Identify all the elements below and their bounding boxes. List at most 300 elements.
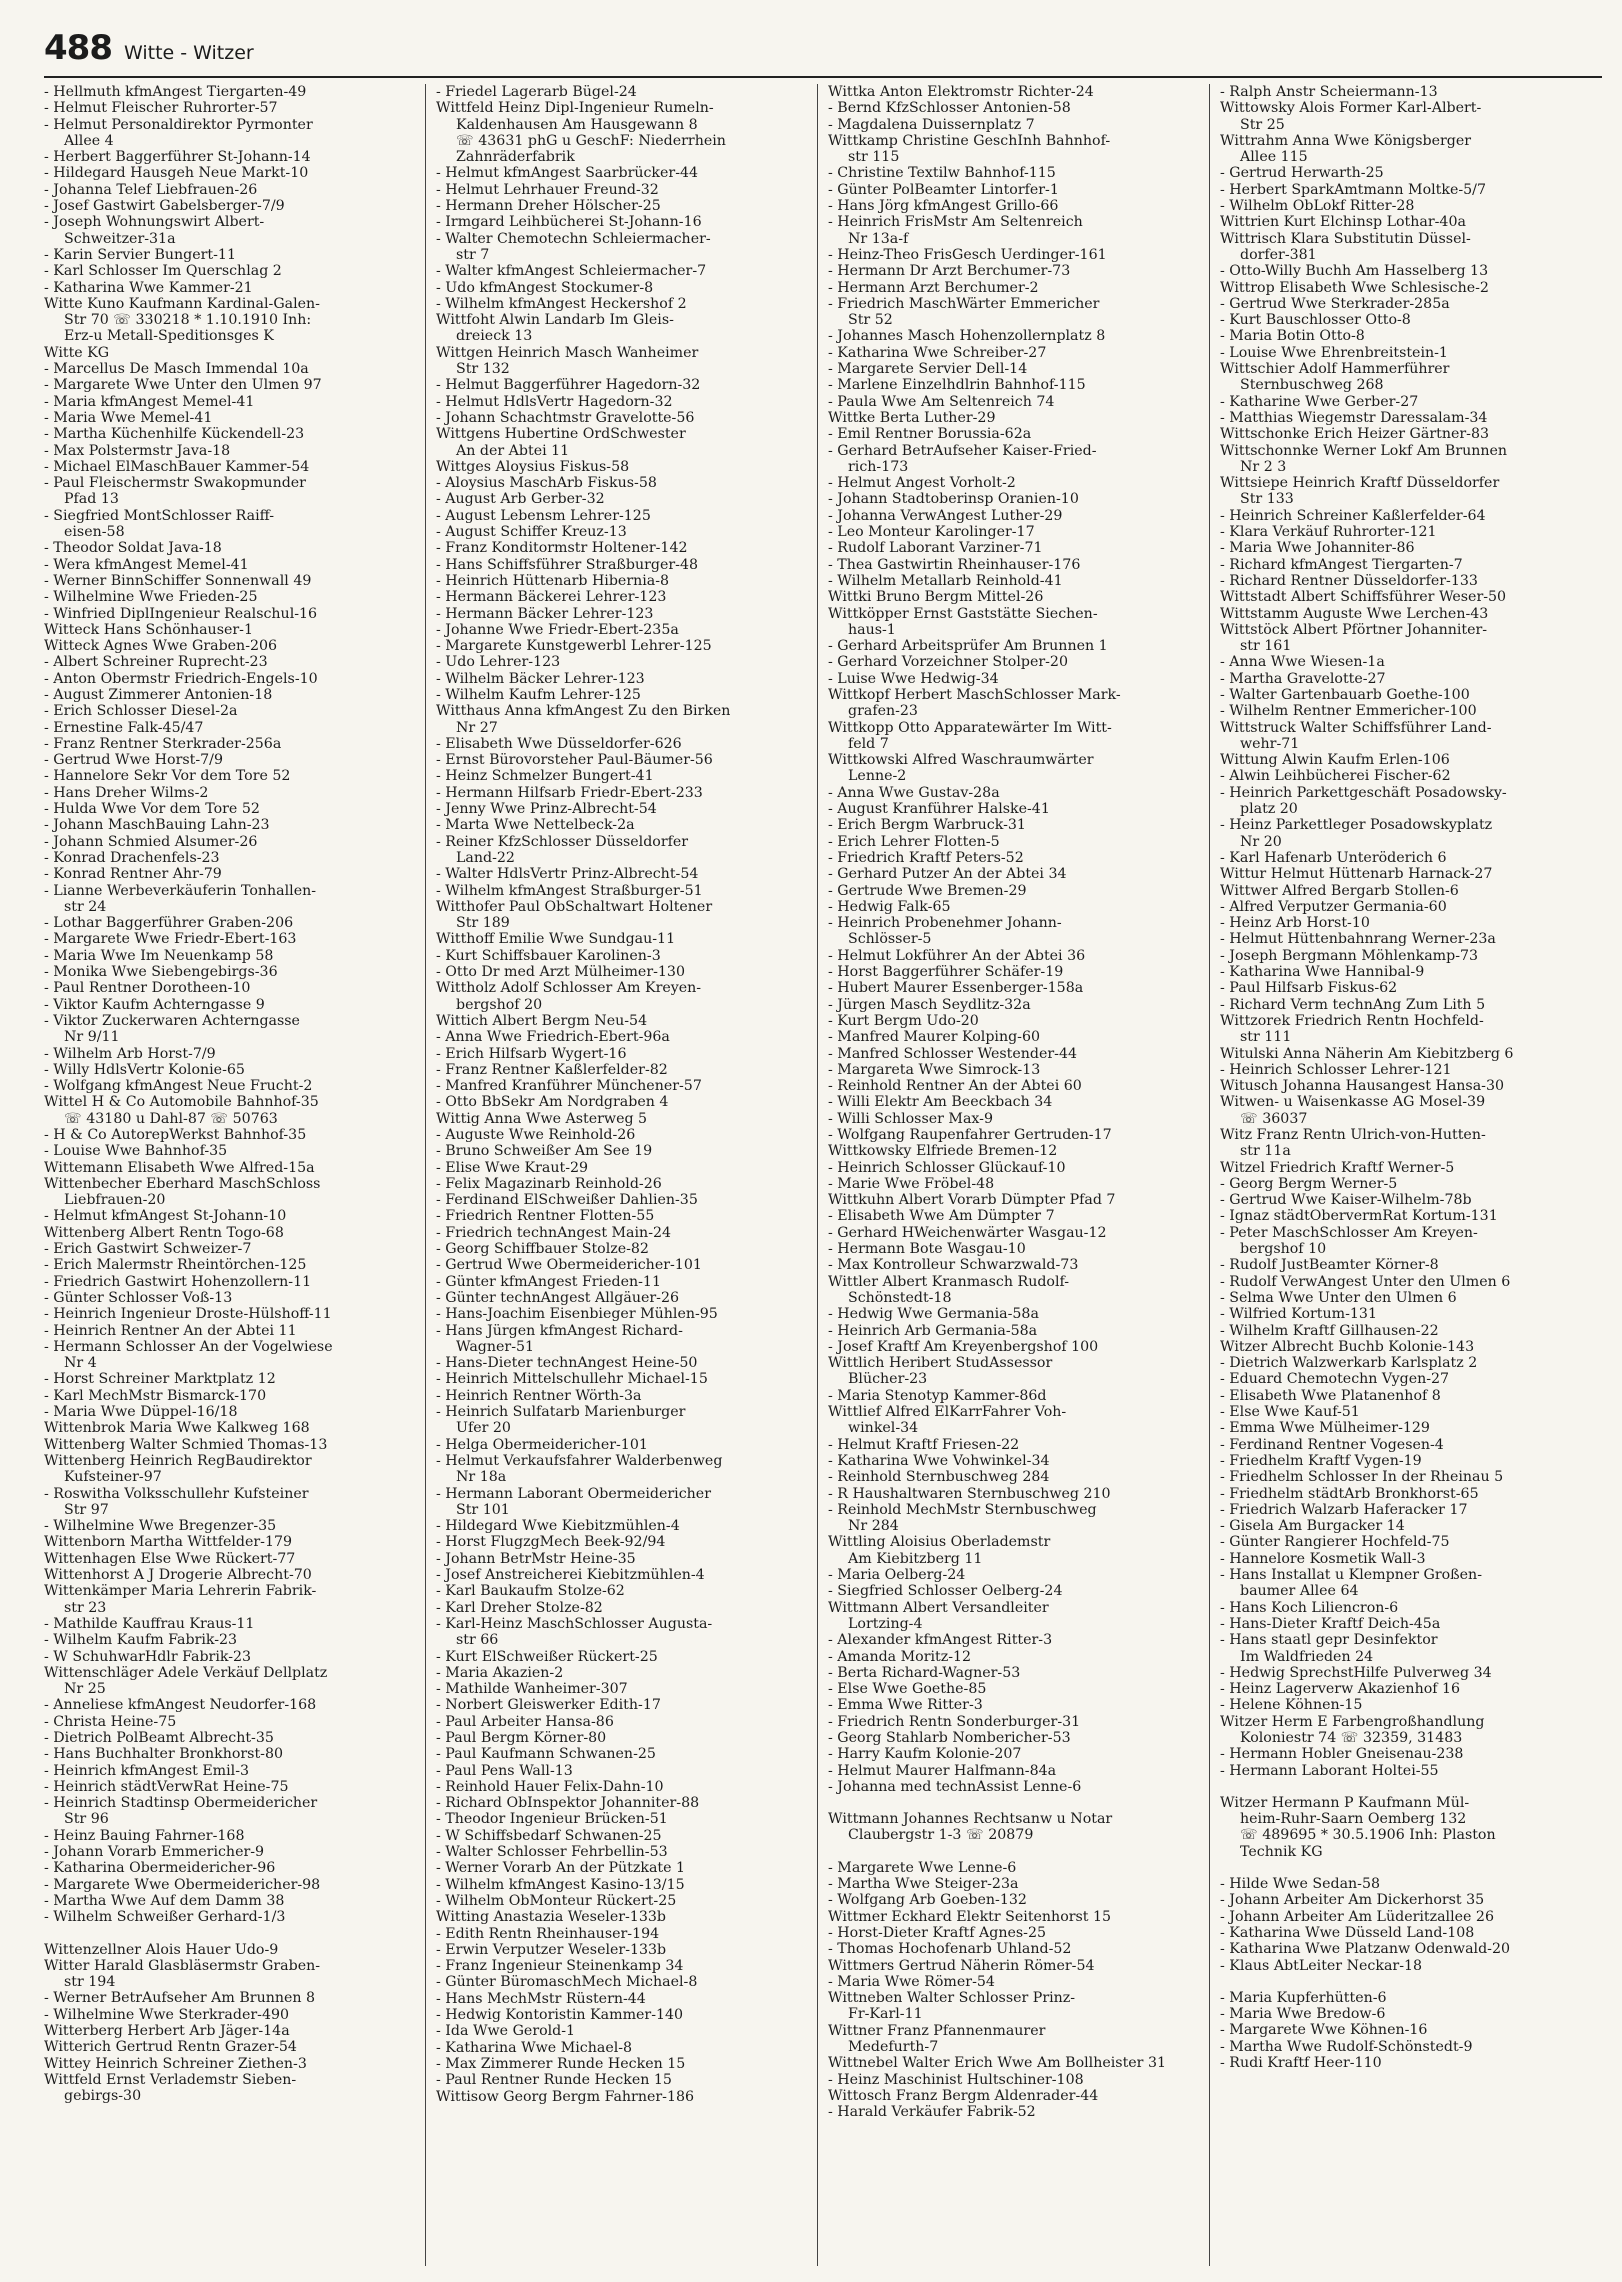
directory-entry-line: - Helmut Verkaufsfahrer Walderbenweg bbox=[436, 1452, 723, 1469]
directory-entry-line: Witte Kuno Kaufmann Kardinal-Galen- bbox=[44, 295, 320, 312]
directory-entry-line: - Heinz Lagerverw Akazienhof 16 bbox=[1220, 1681, 1461, 1698]
directory-entry-line: str 7 bbox=[456, 246, 490, 263]
directory-entry-line: - Georg Schiffbauer Stolze-82 bbox=[436, 1241, 649, 1258]
directory-entry-line: - Richard ObInspektor Johanniter-88 bbox=[436, 1795, 700, 1812]
directory-entry-line: - Günter Schlosser Voß-13 bbox=[44, 1289, 233, 1306]
directory-entry-line: - Berta Richard-Wagner-53 bbox=[828, 1664, 1021, 1681]
directory-entry-line: - Margarete Wwe Obermeidericher-98 bbox=[44, 1876, 321, 1893]
directory-entry-line: - Karl Baukaufm Stolze-62 bbox=[436, 1583, 625, 1600]
directory-entry-line: - Heinrich Rentner An der Abtei 11 bbox=[44, 1322, 297, 1339]
directory-entry-line: - Margarete Kunstgewerbl Lehrer-125 bbox=[436, 638, 712, 655]
directory-entry-line: - Josef Gastwirt Gabelsberger-7/9 bbox=[44, 198, 285, 215]
directory-entry-line: - Helmut kfmAngest St-Johann-10 bbox=[44, 1208, 287, 1225]
directory-entry-line: - Marta Wwe Nettelbeck-2a bbox=[436, 817, 635, 834]
directory-entry-line: Wittkowsky Elfriede Bremen-12 bbox=[828, 1143, 1058, 1160]
directory-entry-line: - Richard kfmAngest Tiergarten-7 bbox=[1220, 556, 1463, 573]
directory-entry-line: Wittenschläger Adele Verkäuf Dellplatz bbox=[44, 1664, 328, 1681]
directory-entry-line: Wittosch Franz Bergm Aldenrader-44 bbox=[828, 2087, 1099, 2104]
directory-entry-line: Str 132 bbox=[456, 361, 510, 378]
directory-entry-line: - Siegfried MontSchlosser Raiff- bbox=[44, 507, 275, 524]
directory-entry-line: - Walter Chemotechn Schleiermacher- bbox=[436, 230, 711, 247]
directory-entry-line: - Richard Rentner Düsseldorfer-133 bbox=[1220, 572, 1478, 589]
directory-entry-line: - Hellmuth kfmAngest Tiergarten-49 bbox=[44, 84, 307, 100]
directory-entry-line: str 115 bbox=[848, 149, 900, 166]
directory-entry-line: - Jürgen Masch Seydlitz-32a bbox=[828, 996, 1031, 1013]
directory-entry-line: Wittich Albert Bergm Neu-54 bbox=[436, 1012, 648, 1029]
directory-entry-line: - Anna Wwe Gustav-28a bbox=[828, 784, 1000, 801]
directory-entry-line: - Walter kfmAngest Schleiermacher-7 bbox=[436, 263, 707, 280]
directory-entry-line: - Karl Dreher Stolze-82 bbox=[436, 1599, 603, 1616]
directory-entry-line: Str 101 bbox=[456, 1501, 510, 1518]
directory-entry-line: - Wolfgang Raupenfahrer Gertruden-17 bbox=[828, 1127, 1112, 1143]
directory-entry-line: - Else Wwe Kauf-51 bbox=[1220, 1404, 1360, 1421]
directory-entry-line: Witzer Albrecht Buchb Kolonie-143 bbox=[1220, 1338, 1475, 1355]
directory-entry-line: eisen-58 bbox=[64, 524, 125, 541]
directory-entry-line: - Magdalena Duissernplatz 7 bbox=[828, 116, 1035, 133]
directory-entry-line: - Wilhelmine Wwe Sterkrader-490 bbox=[44, 2006, 290, 2023]
directory-entry-line: - Lothar Baggerführer Graben-206 bbox=[44, 915, 294, 932]
directory-entry-line: heim-Ruhr-Saarn Oemberg 132 bbox=[1240, 1811, 1467, 1828]
directory-entry-line: Nr 284 bbox=[848, 1518, 899, 1535]
directory-entry-line: - H & Co AutorepWerkst Bahnhof-35 bbox=[44, 1127, 307, 1143]
directory-entry-line: - Anneliese kfmAngest Neudorfer-168 bbox=[44, 1697, 317, 1714]
directory-entry-line: Wittsiepe Heinrich Kraftf Düsseldorfer bbox=[1220, 475, 1500, 492]
directory-entry-line: - Albert Schreiner Ruprecht-23 bbox=[44, 654, 268, 671]
directory-entry-line: - Heinz-Theo FrisGesch Uerdinger-161 bbox=[828, 246, 1107, 263]
directory-entry-line: - Otto Dr med Arzt Mülheimer-130 bbox=[436, 964, 685, 981]
directory-entry-line: - Karl-Heinz MaschSchlosser Augusta- bbox=[436, 1615, 713, 1632]
directory-entry-line: Str 133 bbox=[1240, 491, 1294, 508]
directory-entry-line: Wittler Albert Kranmasch Rudolf- bbox=[828, 1273, 1070, 1290]
name-range: Witte - Witzer bbox=[123, 42, 254, 64]
directory-entry-line: str 111 bbox=[1240, 1029, 1292, 1046]
directory-entry-line: - Josef Kraftf Am Kreyenbergshof 100 bbox=[828, 1338, 1099, 1355]
directory-entry-line: - Günter Rangierer Hochfeld-75 bbox=[1220, 1534, 1450, 1551]
directory-entry-line: - Erich Lehrer Flotten-5 bbox=[828, 833, 1000, 850]
directory-entry-line: - Hermann Dreher Hölscher-25 bbox=[436, 198, 661, 215]
directory-entry-line: - Helmut Maurer Halfmann-84a bbox=[828, 1762, 1057, 1779]
directory-entry-line: - Karin Servier Bungert-11 bbox=[44, 246, 236, 263]
directory-entry-line: Wittfeld Heinz Dipl-Ingenieur Rumeln- bbox=[436, 100, 714, 117]
directory-entry-line: Witting Anastazia Weseler-133b bbox=[436, 1909, 666, 1926]
directory-entry-line: Land-22 bbox=[456, 849, 515, 866]
directory-entry-line: - Erich Gastwirt Schweizer-7 bbox=[44, 1241, 252, 1258]
directory-entry-line: - Paula Wwe Am Seltenreich 74 bbox=[828, 393, 1055, 410]
directory-entry-line: - Friedhelm Kraftf Vygen-19 bbox=[1220, 1452, 1422, 1469]
directory-entry-line: - Johann Vorarb Emmericher-9 bbox=[44, 1844, 265, 1861]
directory-entry-line: - Wilhelm kfmAngest Heckershof 2 bbox=[436, 295, 687, 312]
directory-entry-line: - Horst-Dieter Kraftf Agnes-25 bbox=[828, 1924, 1047, 1941]
directory-entry-line: - Wilhelm Arb Horst-7/9 bbox=[44, 1045, 216, 1062]
directory-entry-line: - Heinrich Stadtinsp Obermeidericher bbox=[44, 1795, 318, 1812]
directory-entry-line: - Paul Kaufmann Schwanen-25 bbox=[436, 1746, 656, 1763]
spacer bbox=[828, 1795, 1201, 1811]
directory-entry-line: Wittki Bruno Bergm Mittel-26 bbox=[828, 589, 1044, 606]
directory-entry-line: - Wolfgang Arb Goeben-132 bbox=[828, 1892, 1027, 1909]
directory-entry-line: - Hans Schiffsführer Straßburger-48 bbox=[436, 556, 699, 573]
directory-entry-line: - Alexander kfmAngest Ritter-3 bbox=[828, 1632, 1053, 1649]
directory-entry-line: dorfer-381 bbox=[1240, 246, 1317, 263]
directory-entry-line: - Ernestine Falk-45/47 bbox=[44, 719, 204, 736]
directory-entry-line: - Günter kfmAngest Frieden-11 bbox=[436, 1273, 661, 1290]
directory-entry-line: - Monika Wwe Siebengebirgs-36 bbox=[44, 964, 278, 981]
directory-entry-line: - Harry Kaufm Kolonie-207 bbox=[828, 1746, 1022, 1763]
directory-entry-line: Wittkowski Alfred Waschraumwärter bbox=[828, 752, 1094, 769]
directory-entry-line: - Hermann Bäckerei Lehrer-123 bbox=[436, 589, 667, 606]
directory-entry-line: - Katharina Wwe Platzanw Odenwald-20 bbox=[1220, 1941, 1510, 1958]
directory-entry-line: - Louise Wwe Bahnhof-35 bbox=[44, 1143, 228, 1160]
directory-entry-line: - Hedwig Falk-65 bbox=[828, 898, 951, 915]
directory-entry-line: Schönstedt-18 bbox=[848, 1289, 952, 1306]
directory-entry-line: - Anna Wwe Wiesen-1a bbox=[1220, 654, 1385, 671]
column-3 bbox=[828, 84, 1210, 2266]
directory-entry-line: Lenne-2 bbox=[848, 768, 907, 785]
directory-entry-line: Wittrien Kurt Elchinsp Lothar-40a bbox=[1220, 214, 1466, 231]
directory-entry-line: - Walter HdlsVertr Prinz-Albrecht-54 bbox=[436, 866, 699, 883]
directory-entry-line: - Alwin Leihbücherei Fischer-62 bbox=[1220, 768, 1451, 785]
directory-entry-line: - R Haushaltwaren Sternbuschweg 210 bbox=[828, 1485, 1111, 1502]
directory-entry-line: Witteck Agnes Wwe Graben-206 bbox=[44, 638, 278, 655]
directory-entry-line: - Heinrich Schlosser Glückauf-10 bbox=[828, 1159, 1066, 1176]
directory-entry-line: - Elisabeth Wwe Am Dümpter 7 bbox=[828, 1208, 1055, 1225]
directory-entry-line: - Hans Dreher Wilms-2 bbox=[44, 784, 209, 801]
page-header bbox=[44, 28, 1594, 68]
directory-entry-line: - Alfred Verputzer Germania-60 bbox=[1220, 898, 1447, 915]
directory-entry-line: Wittstamm Auguste Wwe Lerchen-43 bbox=[1220, 605, 1489, 622]
column-4 bbox=[1220, 84, 1602, 2266]
directory-entry-line: - August Lebensm Lehrer-125 bbox=[436, 507, 651, 524]
directory-entry-line: - Erich Malermstr Rheintörchen-125 bbox=[44, 1257, 307, 1274]
directory-entry-line: - Klaus AbtLeiter Neckar-18 bbox=[1220, 1957, 1423, 1974]
directory-entry-line: - Paul Arbeiter Hansa-86 bbox=[436, 1713, 614, 1730]
directory-entry-line: Witterich Gertrud Rentn Grazer-54 bbox=[44, 2039, 297, 2056]
directory-entry-line: - Friedrich Gastwirt Hohenzollern-11 bbox=[44, 1273, 312, 1290]
directory-entry-line: - Josef Anstreicherei Kiebitzmühlen-4 bbox=[436, 1567, 705, 1584]
directory-entry-line: Wittenhagen Else Wwe Rückert-77 bbox=[44, 1550, 296, 1567]
directory-entry-line: Wittenzellner Alois Hauer Udo-9 bbox=[44, 1941, 279, 1958]
directory-entry-line: - Marie Wwe Fröbel-48 bbox=[828, 1175, 995, 1192]
directory-entry-line: Wagner-51 bbox=[456, 1338, 535, 1355]
directory-entry-line: - Reinhold MechMstr Sternbuschweg bbox=[828, 1501, 1097, 1518]
directory-entry-line: Pfad 13 bbox=[64, 491, 119, 508]
directory-entry-line: - Dietrich Walzwerkarb Karlsplatz 2 bbox=[1220, 1355, 1478, 1372]
directory-entry-line: - Willy HdlsVertr Kolonie-65 bbox=[44, 1061, 245, 1078]
directory-entry-line: - Johann MaschBauing Lahn-23 bbox=[44, 817, 270, 834]
directory-entry-line: - Georg Stahlarb Nombericher-53 bbox=[828, 1729, 1071, 1746]
directory-entry-line: - W SchuhwarHdlr Fabrik-23 bbox=[44, 1648, 252, 1665]
directory-entry-line: Nr 20 bbox=[1240, 833, 1282, 850]
directory-entry-line: - Joseph Wohnungswirt Albert- bbox=[44, 214, 265, 231]
directory-entry-line: - Hildegard Hausgeh Neue Markt-10 bbox=[44, 165, 309, 182]
directory-entry-line: - Gertrud Wwe Obermeidericher-101 bbox=[436, 1257, 702, 1274]
directory-entry-line: - Friedrich MaschWärter Emmericher bbox=[828, 295, 1100, 312]
directory-entry-line: - Gerhard BetrAufseher Kaiser-Fried- bbox=[828, 442, 1097, 459]
directory-entry-line: - Ignaz städtObervermRat Kortum-131 bbox=[1220, 1208, 1498, 1225]
directory-entry-line: - Helene Köhnen-15 bbox=[1220, 1697, 1363, 1714]
directory-entry-line: - Johanna med technAssist Lenne-6 bbox=[828, 1778, 1082, 1795]
directory-entry-line: - Willi Elektr Am Beeckbach 34 bbox=[828, 1094, 1053, 1111]
directory-entry-line: Wittfeld Ernst Verlademstr Sieben- bbox=[44, 2071, 297, 2088]
directory-entry-line: - Wilhelmine Wwe Bregenzer-35 bbox=[44, 1518, 277, 1535]
directory-entry-line: - Martha Wwe Steiger-23a bbox=[828, 1876, 1019, 1893]
directory-entry-line: Wittmer Eckhard Elektr Seitenhorst 15 bbox=[828, 1908, 1112, 1925]
directory-entry-line: - Paul Bergm Körner-80 bbox=[436, 1729, 607, 1746]
directory-entry-line: - Mathilde Kauffrau Kraus-11 bbox=[44, 1615, 255, 1632]
directory-entry-line: ☏ 43631 phG u GeschF: Niederrhein bbox=[456, 132, 726, 149]
directory-entry-line: Witusch Johanna Hausangest Hansa-30 bbox=[1220, 1078, 1505, 1095]
directory-entry-line: Witteck Hans Schönhauser-1 bbox=[44, 621, 253, 638]
directory-entry-line: Wittung Alwin Kaufm Erlen-106 bbox=[1220, 752, 1450, 769]
directory-entry-line: - Martha Gravelotte-27 bbox=[1220, 670, 1386, 687]
directory-entry-line: - Werner BetrAufseher Am Brunnen 8 bbox=[44, 1990, 316, 2007]
directory-entry-line: - Theodor Ingenieur Brücken-51 bbox=[436, 1811, 668, 1828]
directory-entry-line: - Günter BüromaschMech Michael-8 bbox=[436, 1974, 698, 1991]
directory-entry-line: - Kurt Bauschlosser Otto-8 bbox=[1220, 312, 1411, 329]
directory-entry-line: - Gertrud Wwe Sterkrader-285a bbox=[1220, 295, 1450, 312]
directory-entry-line: Wittrisch Klara Substitutin Düssel- bbox=[1220, 230, 1471, 247]
directory-entry-line: Wittköpper Ernst Gaststätte Siechen- bbox=[828, 605, 1098, 622]
directory-entry-line: - Reinhold Sternbuschweg 284 bbox=[828, 1469, 1050, 1486]
directory-entry-line: - Irmgard Leihbücherei St-Johann-16 bbox=[436, 214, 702, 231]
directory-entry-line: - Gertrud Herwarth-25 bbox=[1220, 165, 1384, 182]
directory-entry-line: Wittenbrok Maria Wwe Kalkweg 168 bbox=[44, 1420, 310, 1437]
directory-entry-line: - Reinhold Rentner An der Abtei 60 bbox=[828, 1078, 1082, 1095]
directory-entry-line: - Klara Verkäuf Ruhrorter-121 bbox=[1220, 524, 1437, 541]
directory-entry-line: - Hans staatl gepr Desinfektor bbox=[1220, 1632, 1438, 1649]
directory-entry-line: Str 70 ☏ 330218 * 1.10.1910 Inh: bbox=[64, 312, 312, 329]
directory-entry-line: - Karl Schlosser Im Querschlag 2 bbox=[44, 263, 282, 280]
directory-entry-line: rich-173 bbox=[848, 458, 909, 475]
directory-entry-line: - Roswitha Volksschullehr Kufsteiner bbox=[44, 1485, 309, 1502]
directory-entry-line: - Katharine Wwe Gerber-27 bbox=[1220, 393, 1419, 410]
directory-entry-line: - Gerhard Vorzeichner Stolper-20 bbox=[828, 654, 1068, 671]
directory-entry-line: Wittholz Adolf Schlosser Am Kreyen- bbox=[436, 980, 702, 997]
directory-entry-line: - Helmut Lokführer An der Abtei 36 bbox=[828, 947, 1086, 964]
directory-entry-line: Witterberg Herbert Arb Jäger-14a bbox=[44, 2023, 290, 2040]
directory-entry-line: Liebfrauen-20 bbox=[64, 1192, 166, 1209]
directory-entry-line: - Heinrich Schreiner Kaßlerfelder-64 bbox=[1220, 507, 1486, 524]
directory-entry-line: - Hermann Laborant Obermeidericher bbox=[436, 1485, 711, 1502]
directory-entry-line: str 161 bbox=[1240, 638, 1292, 655]
directory-entry-line: - Franz Rentner Sterkrader-256a bbox=[44, 735, 282, 752]
directory-entry-line: ☏ 43180 u Dahl-87 ☏ 50763 bbox=[64, 1110, 278, 1127]
spacer bbox=[1220, 1779, 1594, 1795]
directory-entry-line: - Friedrich technAngest Main-24 bbox=[436, 1224, 672, 1241]
directory-entry-line: - Heinz Schmelzer Bungert-41 bbox=[436, 768, 654, 785]
directory-entry-line: - Felix Magazinarb Reinhold-26 bbox=[436, 1175, 662, 1192]
directory-entry-line: - Eduard Chemotechn Vygen-27 bbox=[1220, 1371, 1450, 1388]
directory-entry-line: - Rudolf Laborant Varziner-71 bbox=[828, 540, 1043, 557]
directory-entry-line: - Peter MaschSchlosser Am Kreyen- bbox=[1220, 1224, 1478, 1241]
directory-entry-line: - Christine Textilw Bahnhof-115 bbox=[828, 165, 1056, 182]
directory-entry-line: - Gerhard HWeichenwärter Wasgau-12 bbox=[828, 1224, 1107, 1241]
directory-entry-line: - Erich Bergm Warbruck-31 bbox=[828, 817, 1026, 834]
directory-entry-line: - Friedel Lagerarb Bügel-24 bbox=[436, 84, 637, 100]
directory-entry-line: - Johann Schmied Alsumer-26 bbox=[44, 833, 258, 850]
directory-entry-line: Wittlief Alfred ElKarrFahrer Voh- bbox=[828, 1404, 1067, 1421]
directory-entry-line: Wittner Franz Pfannenmaurer bbox=[828, 2022, 1046, 2039]
directory-entry-line: - Maria Wwe Römer-54 bbox=[828, 1973, 995, 1990]
directory-entry-line: Str 189 bbox=[456, 915, 510, 932]
directory-entry-line: Wittstöck Albert Pförtner Johanniter- bbox=[1220, 621, 1488, 638]
spacer bbox=[828, 1844, 1201, 1860]
directory-entry-line: - Heinrich Parkettgeschäft Posadowsky- bbox=[1220, 784, 1507, 801]
directory-entry-line: Witzer Hermann P Kaufmann Mül- bbox=[1220, 1794, 1470, 1811]
directory-entry-line: - Hermann Hobler Gneisenau-238 bbox=[1220, 1746, 1464, 1763]
directory-entry-line: - Erich Hilfsarb Wygert-16 bbox=[436, 1045, 627, 1062]
directory-entry-line: - Franz Ingenieur Steinenkamp 34 bbox=[436, 1958, 684, 1975]
directory-entry-line: - Bernd KfzSchlosser Antonien-58 bbox=[828, 100, 1071, 117]
spacer bbox=[1220, 1860, 1594, 1876]
directory-entry-line: - Helmut HdlsVertr Hagedorn-32 bbox=[436, 393, 673, 410]
directory-entry-line: - Ida Wwe Gerold-1 bbox=[436, 2023, 576, 2040]
directory-entry-line: Wittenborn Martha Wittfelder-179 bbox=[44, 1534, 293, 1551]
directory-entry-line: - Willi Schlosser Max-9 bbox=[828, 1110, 993, 1127]
directory-entry-line: - Maria Akazien-2 bbox=[436, 1664, 564, 1681]
directory-entry-line: baumer Allee 64 bbox=[1240, 1583, 1359, 1600]
directory-entry-line: Wittenberg Heinrich RegBaudirektor bbox=[44, 1452, 312, 1469]
directory-entry-line: - Manfred Kranführer Münchener-57 bbox=[436, 1078, 702, 1095]
directory-entry-line: Witte KG bbox=[44, 344, 110, 361]
directory-entry-line: Sternbuschweg 268 bbox=[1240, 377, 1384, 394]
directory-entry-line: - Martha Küchenhilfe Kückendell-23 bbox=[44, 426, 305, 443]
directory-entry-line: Wittzorek Friedrich Rentn Hochfeld- bbox=[1220, 1012, 1484, 1029]
directory-entry-line: - Hermann Schlosser An der Vogelwiese bbox=[44, 1338, 333, 1355]
directory-entry-line: - Wera kfmAngest Memel-41 bbox=[44, 556, 249, 573]
directory-entry-line: - Marlene Einzelhdlrin Bahnhof-115 bbox=[828, 377, 1086, 394]
directory-entry-line: - Maria Wwe Johanniter-86 bbox=[1220, 540, 1415, 557]
directory-entry-line: - Margarete Wwe Friedr-Ebert-163 bbox=[44, 931, 297, 948]
directory-entry-line: - Selma Wwe Unter den Ulmen 6 bbox=[1220, 1289, 1457, 1306]
directory-entry-line: - Horst FlugzgMech Beek-92/94 bbox=[436, 1534, 666, 1551]
directory-entry-line: - Kurt Schiffsbauer Karolinen-3 bbox=[436, 947, 661, 964]
directory-entry-line: str 66 bbox=[456, 1632, 499, 1649]
directory-entry-line: - August Kranführer Halske-41 bbox=[828, 801, 1050, 818]
directory-entry-line: - Günter technAngest Allgäuer-26 bbox=[436, 1289, 679, 1306]
directory-entry-line: - Otto BbSekr Am Nordgraben 4 bbox=[436, 1094, 669, 1111]
directory-entry-line: - Wilfried Kortum-131 bbox=[1220, 1306, 1377, 1323]
directory-entry-line: - Hermann Laborant Holtei-55 bbox=[1220, 1762, 1439, 1779]
directory-entry-line: - Wilhelm Metallarb Reinhold-41 bbox=[828, 572, 1063, 589]
directory-entry-line: - Maria Oelberg-24 bbox=[828, 1567, 966, 1584]
directory-entry-line: - Karl Hafenarb Unteröderich 6 bbox=[1220, 849, 1447, 866]
directory-entry-line: - Margarete Servier Dell-14 bbox=[828, 361, 1028, 378]
directory-entry-line: str 11a bbox=[1240, 1143, 1291, 1160]
directory-entry-line: - Jenny Wwe Prinz-Albrecht-54 bbox=[436, 801, 657, 818]
directory-entry-line: - Thomas Hochofenarb Uhland-52 bbox=[828, 1941, 1072, 1958]
directory-entry-line: - Siegfried Schlosser Oelberg-24 bbox=[828, 1583, 1063, 1600]
directory-entry-line: - Hermann Dr Arzt Berchumer-73 bbox=[828, 263, 1071, 280]
directory-entry-line: - Udo kfmAngest Stockumer-8 bbox=[436, 279, 654, 296]
directory-entry-line: - Maria Kupferhütten-6 bbox=[1220, 1989, 1387, 2006]
directory-entry-line: ☏ 36037 bbox=[1240, 1110, 1308, 1127]
directory-entry-line: Wittmers Gertrud Näherin Römer-54 bbox=[828, 1957, 1095, 1974]
directory-entry-line: - Norbert Gleiswerker Edith-17 bbox=[436, 1697, 661, 1714]
directory-entry-line: - August Zimmerer Antonien-18 bbox=[44, 686, 273, 703]
directory-entry-line: - Margareta Wwe Simrock-13 bbox=[828, 1061, 1041, 1078]
spacer bbox=[44, 1926, 417, 1942]
directory-entry-line: Blücher-23 bbox=[848, 1371, 928, 1388]
directory-entry-line: Witthofer Paul ObSchaltwart Holtener bbox=[436, 898, 713, 915]
directory-entry-line: - Heinrich kfmAngest Emil-3 bbox=[44, 1762, 250, 1779]
directory-entry-line: Wittey Heinrich Schreiner Ziethen-3 bbox=[44, 2055, 307, 2072]
directory-entry-line: - Wilhelm Kraftf Gillhausen-22 bbox=[1220, 1322, 1439, 1339]
directory-entry-line: - Auguste Wwe Reinhold-26 bbox=[436, 1127, 636, 1143]
directory-entry-line: - Anton Obermstr Friedrich-Engels-10 bbox=[44, 670, 318, 687]
directory-entry-line: - Gerhard Arbeitsprüfer Am Brunnen 1 bbox=[828, 638, 1108, 655]
directory-entry-line: - Katharina Obermeidericher-96 bbox=[44, 1860, 276, 1877]
directory-entry-line: - Friedhelm städtArb Bronkhorst-65 bbox=[1220, 1485, 1479, 1502]
directory-entry-line: Wittges Aloysius Fiskus-58 bbox=[436, 458, 630, 475]
directory-entry-line: - Herbert SparkAmtmann Moltke-5/7 bbox=[1220, 181, 1486, 198]
directory-entry-line: Nr 13a-f bbox=[848, 230, 909, 247]
directory-entry-line: Wittenberg Walter Schmied Thomas-13 bbox=[44, 1436, 328, 1453]
directory-entry-line: Wittenkämper Maria Lehrerin Fabrik- bbox=[44, 1583, 317, 1600]
directory-entry-line: - Helmut Hüttenbahnrang Werner-23a bbox=[1220, 931, 1496, 948]
directory-entry-line: - Johann Arbeiter Am Lüderitzallee 26 bbox=[1220, 1908, 1494, 1925]
directory-entry-line: Wittfoht Alwin Landarb Im Gleis- bbox=[436, 312, 674, 329]
directory-entry-line: - Elisabeth Wwe Düsseldorfer-626 bbox=[436, 735, 682, 752]
directory-entry-line: Wittig Anna Wwe Asterweg 5 bbox=[436, 1110, 648, 1127]
directory-entry-line: Wittenberg Albert Rentn Togo-68 bbox=[44, 1224, 284, 1241]
directory-entry-line: - Walter Schlosser Fehrbellin-53 bbox=[436, 1844, 668, 1861]
directory-entry-line: - Konrad Drachenfels-23 bbox=[44, 849, 220, 866]
directory-entry-line: Nr 27 bbox=[456, 719, 498, 736]
directory-entry-line: - Margarete Wwe Unter den Ulmen 97 bbox=[44, 377, 322, 394]
directory-entry-line: - Johann Schachtmstr Gravelotte-56 bbox=[436, 409, 695, 426]
directory-entry-line: - Maria Botin Otto-8 bbox=[1220, 328, 1365, 345]
directory-entry-line: - Gisela Am Burgacker 14 bbox=[1220, 1518, 1405, 1535]
directory-entry-line: Nr 18a bbox=[456, 1469, 507, 1486]
directory-entry-line: - Horst Schreiner Marktplatz 12 bbox=[44, 1371, 276, 1388]
directory-entry-line: - Gertrude Wwe Bremen-29 bbox=[828, 882, 1027, 899]
directory-entry-line: - Reiner KfzSchlosser Düsseldorfer bbox=[436, 833, 689, 850]
directory-entry-line: Allee 115 bbox=[1240, 149, 1308, 166]
directory-entry-line: bergshof 10 bbox=[1240, 1241, 1327, 1258]
directory-entry-line: Im Waldfrieden 24 bbox=[1240, 1648, 1374, 1665]
directory-entry-line: - Hans Buchhalter Bronkhorst-80 bbox=[44, 1746, 284, 1763]
directory-entry-line: Kufsteiner-97 bbox=[64, 1469, 162, 1486]
directory-entry-line: - Franz Konditormstr Holtener-142 bbox=[436, 540, 688, 557]
directory-entry-line: dreieck 13 bbox=[456, 328, 533, 345]
directory-entry-line: - Maria Wwe Bredow-6 bbox=[1220, 2006, 1386, 2023]
directory-entry-line: Schlösser-5 bbox=[848, 931, 932, 948]
directory-entry-line: - Hannelore Sekr Vor dem Tore 52 bbox=[44, 768, 291, 785]
directory-entry-line: - Viktor Kaufm Achterngasse 9 bbox=[44, 996, 265, 1013]
directory-entry-line: - Erich Schlosser Diesel-2a bbox=[44, 703, 238, 720]
directory-entry-line: Wittenhorst A J Drogerie Albrecht-70 bbox=[44, 1567, 312, 1584]
directory-entry-line: - Lianne Werbeverkäuferin Tonhallen- bbox=[44, 882, 317, 899]
directory-entry-line: - Helmut Personaldirektor Pyrmonter bbox=[44, 116, 313, 133]
directory-entry-line: - Heinrich Mittelschullehr Michael-15 bbox=[436, 1371, 708, 1388]
directory-entry-line: - Heinz Parkettleger Posadowskyplatz bbox=[1220, 817, 1493, 834]
directory-entry-line: Zahnräderfabrik bbox=[456, 149, 575, 166]
directory-entry-line: - Hans MechMstr Rüstern-44 bbox=[436, 1990, 646, 2007]
directory-entry-line: - Emma Wwe Mülheimer-129 bbox=[1220, 1420, 1430, 1437]
directory-entry-line: - Emma Wwe Ritter-3 bbox=[828, 1697, 983, 1714]
directory-entry-line: - Herbert Baggerführer St-Johann-14 bbox=[44, 149, 311, 166]
directory-entry-line: - Helmut Kraftf Friesen-22 bbox=[828, 1436, 1020, 1453]
directory-entry-line: - W Schiffsbedarf Schwanen-25 bbox=[436, 1827, 662, 1844]
directory-entry-line: - Rudolf JustBeamter Körner-8 bbox=[1220, 1257, 1439, 1274]
directory-entry-line: - Rudolf VerwAngest Unter den Ulmen 6 bbox=[1220, 1273, 1511, 1290]
directory-entry-line: - Hermann Hilfsarb Friedr-Ebert-233 bbox=[436, 784, 703, 801]
directory-entry-line: - Wolfgang kfmAngest Neue Frucht-2 bbox=[44, 1078, 313, 1095]
directory-entry-line: Fr-Karl-11 bbox=[848, 2006, 923, 2023]
directory-entry-line: - Heinz Maschinist Hultschiner-108 bbox=[828, 2071, 1084, 2088]
directory-entry-line: - Harald Verkäufer Fabrik-52 bbox=[828, 2104, 1036, 2121]
directory-entry-line: - Aloysius MaschArb Fiskus-58 bbox=[436, 475, 657, 492]
